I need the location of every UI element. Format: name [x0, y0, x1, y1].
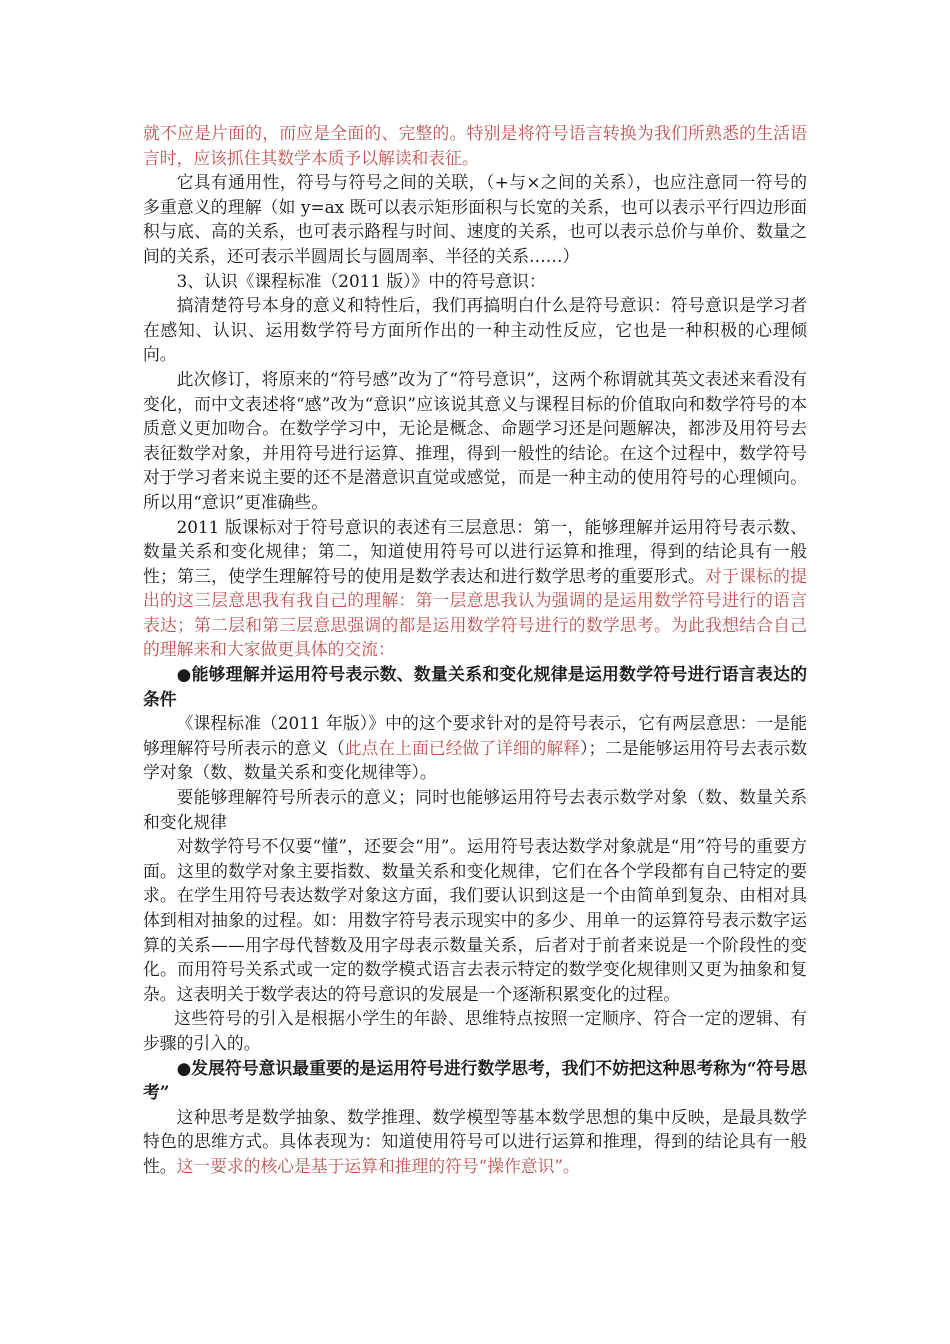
- bullet-icon: [177, 664, 192, 684]
- three-meanings-comment: 对于课标的提出的这三层意思我有我自己的理解：第一层意思我认为强调的是运用数学符号进行的语言表达；第二层和第三层意思强调的都是运用数学符号进行的数学思考。为此我想结合自己的理解来和大家做更具体的交流：: [143, 565, 807, 660]
- paragraph-understand-and-use: 要能够理解符号所表示的意义；同时也能够运用符号去表示数学对象（数、数量关系和变化规律: [143, 787, 807, 832]
- paragraph-symbolic-thinking: [143, 1105, 807, 1179]
- bullet-heading-thinking: [143, 1056, 807, 1105]
- paragraph-intro: 就不应是片面的，而应是全面的、完整的。特别是将符号语言转换为我们所熟悉的生活语言时，应该抓住其数学本质予以解读和表征。: [143, 123, 807, 168]
- paragraph-standard-requirement: [143, 711, 807, 785]
- paragraph-generality: 它具有通用性，符号与符号之间的关联，（+与×之间的关系），也应注意同一符号的多重意义的理解（如 y=ax 既可以表示矩形面积与长宽的关系，也可以表示平行四边形面积与底、高的关系，也可表示路程与时间、速度的关系，也可以表示总价与单价、数量之间的关系，还可表示半圆周长与圆周率、半径的关系……）: [143, 172, 807, 266]
- symbolic-thinking-text: 这种思考是数学抽象、数学推理、数学模型等基本数学思想的集中反映，是最具数学特色的思维方式。具体表现为：知道使用符号可以进行运算和推理，得到的结论具有一般性。: [143, 1106, 807, 1176]
- paragraph-revision: 此次修订，将原来的“符号感”改为了“符号意识”，这两个称谓就其英文表述来看没有变化，而中文表述将“感”改为“意识”应该说其意义与课程目标的价值取向和数学符号的本质意义更加吻合。在数学学习中，无论是概念、命题学习还是问题解决，都涉及用符号去表征数学对象，并用符号进行运算、推理，得到一般性的结论。在这个过程中，数学符号对于学习者来说主要的还不是潜意识直觉或感觉，而是一种主动的使用符号的心理倾向。所以用“意识”更准确些。: [143, 368, 807, 512]
- section-heading-3: 3、认识《课程标准（2011 版）》中的符号意识：: [176, 270, 546, 291]
- paragraph-symbol-sense-definition: 搞清楚符号本身的意义和特性后，我们再搞明白什么是符号意识：符号意识是学习者在感知、认识、运用数学符号方面所作出的一种主动性反应，它也是一种积极的心理倾向。: [143, 295, 807, 365]
- paragraph-introduction-order: 这些符号的引入是根据小学生的年龄、思维特点按照一定顺序、符合一定的逻辑、有步骤的引入的。: [143, 1008, 807, 1053]
- bullet-heading-expression: [143, 662, 807, 711]
- bullet-icon: [177, 1058, 192, 1078]
- bullet-heading-expression-text: 能够理解并运用符号表示数、数量关系和变化规律是运用数学符号进行语言表达的条件: [143, 664, 807, 709]
- document-page: [143, 121, 807, 1179]
- bullet-heading-thinking-text: 发展符号意识最重要的是运用符号进行数学思考，我们不妨把这种思考称为“符号思考”: [143, 1057, 807, 1103]
- three-meanings-text: 2011 版课标对于符号意识的表述有三层意思：第一，能够理解并运用符号表示数、数量关系和变化规律；第二，知道使用符号可以进行运算和推理，得到的结论具有一般性；第三，使学生理解符号的使用是数学表达和进行数学思考的重要形式。: [143, 516, 807, 586]
- standard-requirement-b: ）；二是能够运用符号去表示数学对象（数、数量关系和变化规律等）。: [143, 737, 807, 783]
- paragraph-three-meanings: [143, 515, 807, 663]
- standard-requirement-note: 此点在上面已经做了详细的解释: [344, 737, 581, 758]
- symbolic-thinking-core: 这一要求的核心是基于运算和推理的符号“操作意识”。: [176, 1155, 580, 1176]
- paragraph-understand-use-symbols: 对数学符号不仅要“懂”，还要会“用”。运用符号表达数学对象就是“用”符号的重要方面。这里的数学对象主要指数、数量关系和变化规律，它们在各个学段都有自己特定的要求。在学生用符号表达数学对象这方面，我们要认识到这是一个由简单到复杂、由相对具体到相对抽象的过程。如：用数字符号表示现实中的多少、用单一的运算符号表示数字运算的关系——用字母代替数及用字母表示数量关系，后者对于前者来说是一个阶段性的变化。而用符号关系式或一定的数学模式语言去表示特定的数学变化规律则又更为抽象和复杂。这表明关于数学表达的符号意识的发展是一个逐渐积累变化的过程。: [143, 836, 807, 1004]
- standard-requirement-a: 《课程标准（2011 年版）》中的这个要求针对的是符号表示，它有两层意思：一是能够理解符号所表示的意义（: [143, 713, 807, 758]
